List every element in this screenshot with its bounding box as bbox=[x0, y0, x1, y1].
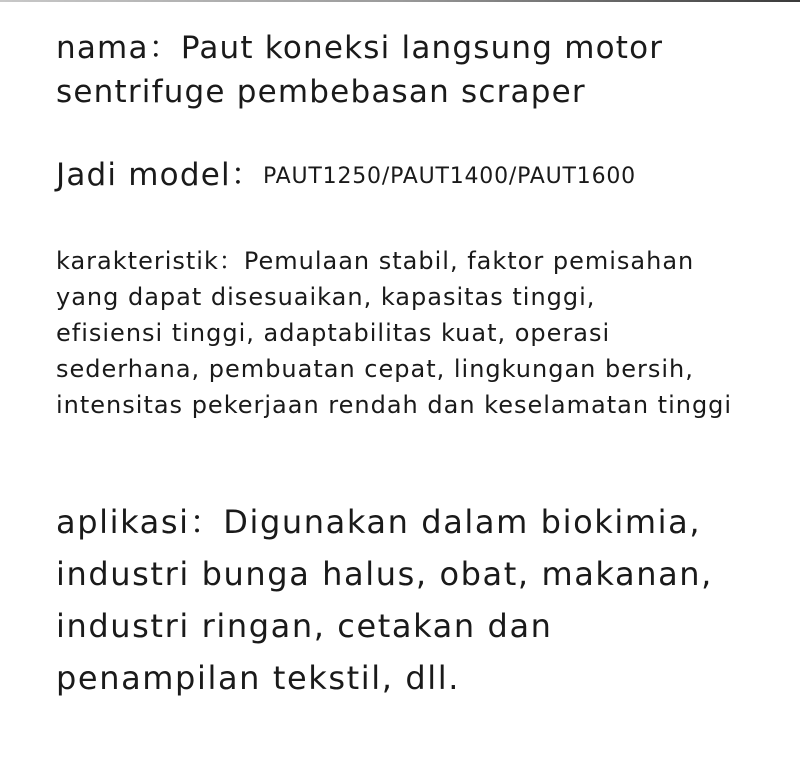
top-divider bbox=[0, 0, 800, 2]
aplikasi-value-line-3: industri ringan, cetakan dan bbox=[56, 607, 553, 645]
karakteristik-line-1 bbox=[56, 243, 732, 279]
karakteristik-value-line-3: efisiensi tinggi, adaptabilitas kuat, operasi bbox=[56, 319, 611, 347]
model-line bbox=[56, 153, 636, 199]
aplikasi-section bbox=[56, 496, 713, 704]
model-value: PAUT1250/PAUT1400/PAUT1600 bbox=[263, 164, 636, 189]
aplikasi-value-line-1: Digunakan dalam biokimia, bbox=[223, 503, 702, 541]
aplikasi-line-1 bbox=[56, 496, 713, 548]
nama-value-line-2: sentrifuge pembebasan scraper bbox=[56, 74, 586, 110]
nama-value-line-1: Paut koneksi langsung motor bbox=[180, 30, 664, 66]
nama-label: nama： bbox=[56, 30, 181, 66]
nama-line-1 bbox=[56, 26, 663, 70]
karakteristik-value-line-4: sederhana, pembuatan cepat, lingkungan bersih, bbox=[56, 355, 694, 383]
karakteristik-value-line-5: intensitas pekerjaan rendah dan keselamatan tinggi bbox=[56, 391, 733, 419]
model-section bbox=[56, 153, 636, 199]
model-label: Jadi model： bbox=[56, 157, 264, 193]
karakteristik-label: karakteristik： bbox=[56, 247, 244, 275]
aplikasi-value-line-2: industri bunga halus, obat, makanan, bbox=[56, 555, 713, 593]
karakteristik-value-line-2: yang dapat disesuaikan, kapasitas tinggi, bbox=[56, 283, 596, 311]
aplikasi-value-line-4: penampilan tekstil, dll. bbox=[56, 659, 460, 697]
nama-section bbox=[56, 26, 663, 114]
karakteristik-section bbox=[56, 243, 732, 423]
aplikasi-label: aplikasi： bbox=[56, 503, 224, 541]
karakteristik-value-line-1: Pemulaan stabil, faktor pemisahan bbox=[243, 247, 695, 275]
